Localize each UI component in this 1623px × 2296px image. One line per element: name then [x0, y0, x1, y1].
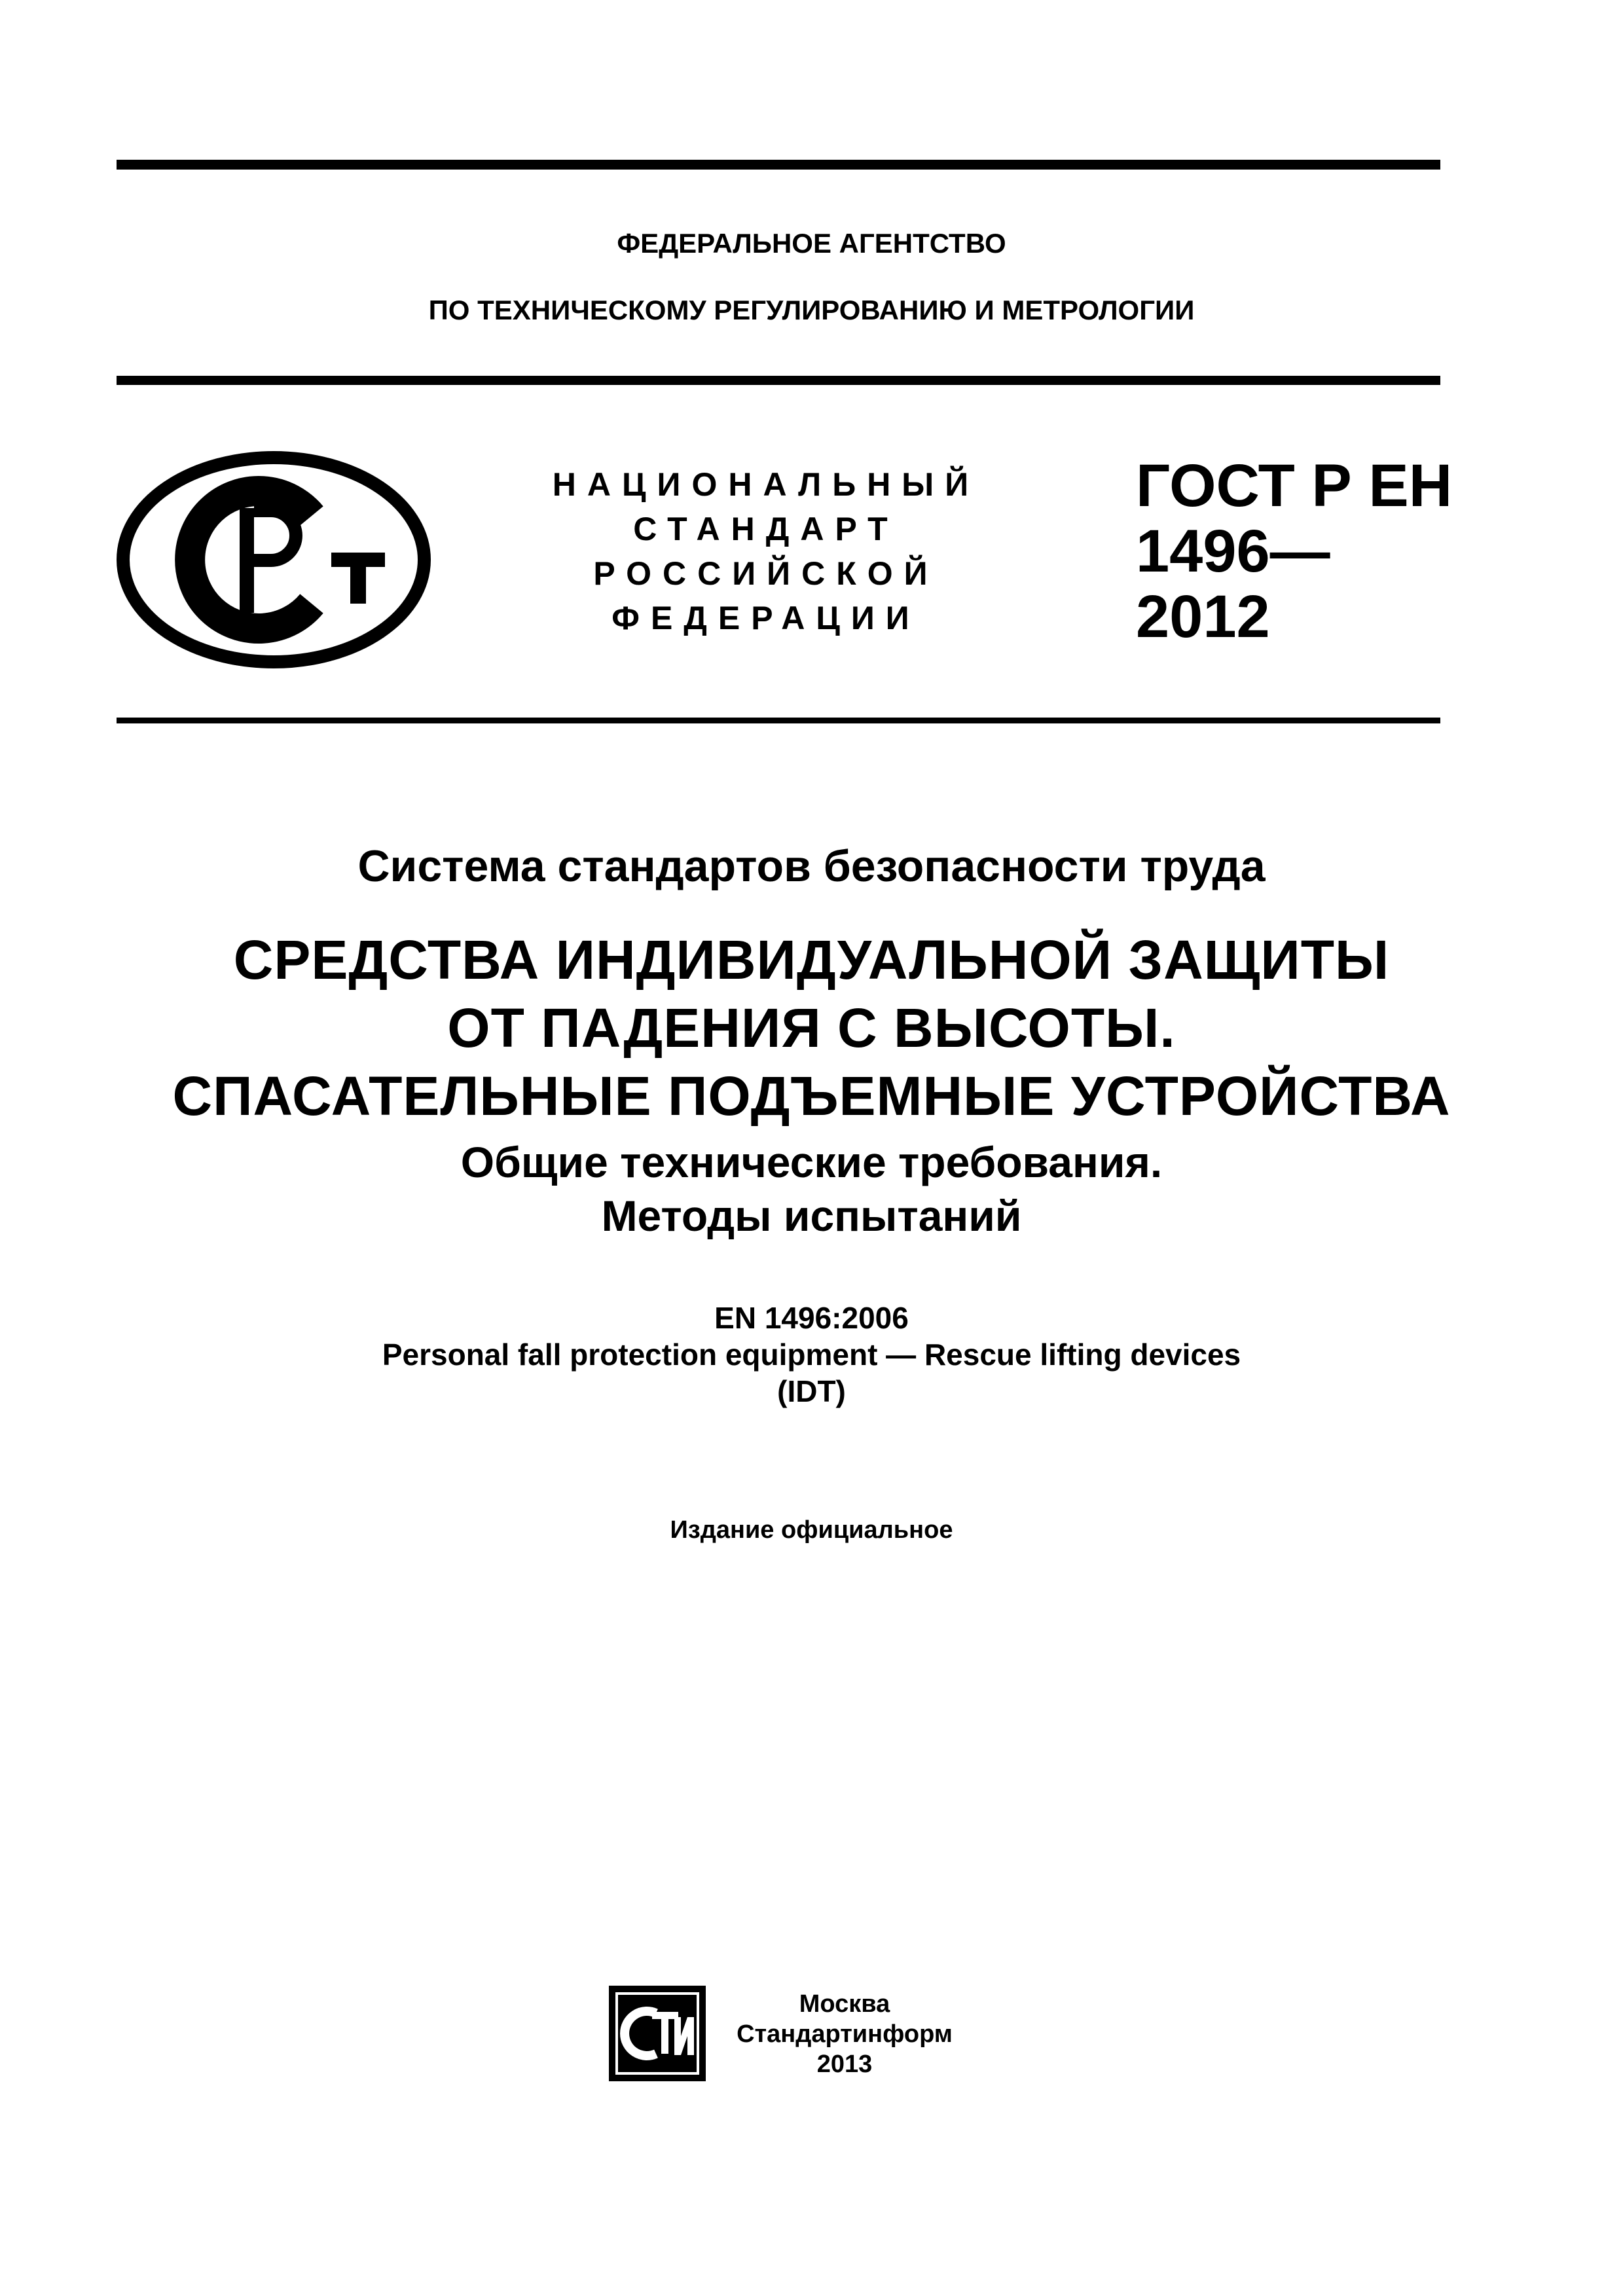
- en-block: [0, 1300, 1623, 1410]
- en-title: Personal fall protection equipment — Rescue lifting devices: [382, 1338, 1241, 1372]
- subtitle-line-1: Общие технические требования.: [460, 1138, 1163, 1186]
- title-line-3: СПАСАТЕЛЬНЫЕ ПОДЪЕМНЫЕ УСТРОЙСТВА: [172, 1065, 1451, 1127]
- en-reference: EN 1496:2006: [714, 1301, 909, 1335]
- document-subtitle: [0, 1135, 1623, 1243]
- standards-series: Система стандартов безопасности труда: [357, 841, 1266, 891]
- national-label-line-4: ФЕДЕРАЦИИ: [611, 600, 921, 636]
- title-line-1: СРЕДСТВА ИНДИВИДУАЛЬНОЙ ЗАЩИТЫ: [233, 929, 1390, 991]
- standard-code-line-3: 2012: [1136, 583, 1270, 650]
- national-label-line-3: РОССИЙСКОЙ: [593, 555, 939, 592]
- publisher-name: Стандартинформ: [737, 2020, 953, 2048]
- national-standard-label: [537, 462, 995, 640]
- publisher-info: [720, 1989, 969, 2079]
- title-line-2: ОТ ПАДЕНИЯ С ВЫСОТЫ.: [447, 997, 1176, 1059]
- publisher-city: Москва: [799, 1990, 890, 2018]
- agency-bottom-rule: [117, 376, 1440, 385]
- publisher-year: 2013: [816, 2050, 873, 2078]
- edition-label: Издание официальное: [670, 1516, 953, 1544]
- standard-block-bottom-rule: [117, 718, 1440, 723]
- agency-line-1: ФЕДЕРАЛЬНОЕ АГЕНТСТВО: [617, 228, 1006, 259]
- publisher-sti-logo: [609, 1986, 706, 2081]
- standard-code-line-1: ГОСТ Р ЕН: [1136, 452, 1453, 519]
- document-title: [0, 926, 1623, 1130]
- top-rule: [117, 160, 1440, 170]
- subtitle-line-2: Методы испытаний: [601, 1192, 1022, 1240]
- national-label-line-2: СТАНДАРТ: [633, 511, 899, 547]
- agency-line-2: ПО ТЕХНИЧЕСКОМУ РЕГУЛИРОВАНИЮ И МЕТРОЛОГИИ: [428, 295, 1195, 325]
- standard-code-line-2: 1496—: [1136, 518, 1330, 585]
- standard-code: [1136, 453, 1452, 649]
- national-label-line-1: НАЦИОНАЛЬНЫЙ: [552, 466, 980, 503]
- gost-rst-logo: [115, 450, 432, 670]
- idt-label: (IDT): [777, 1374, 846, 1408]
